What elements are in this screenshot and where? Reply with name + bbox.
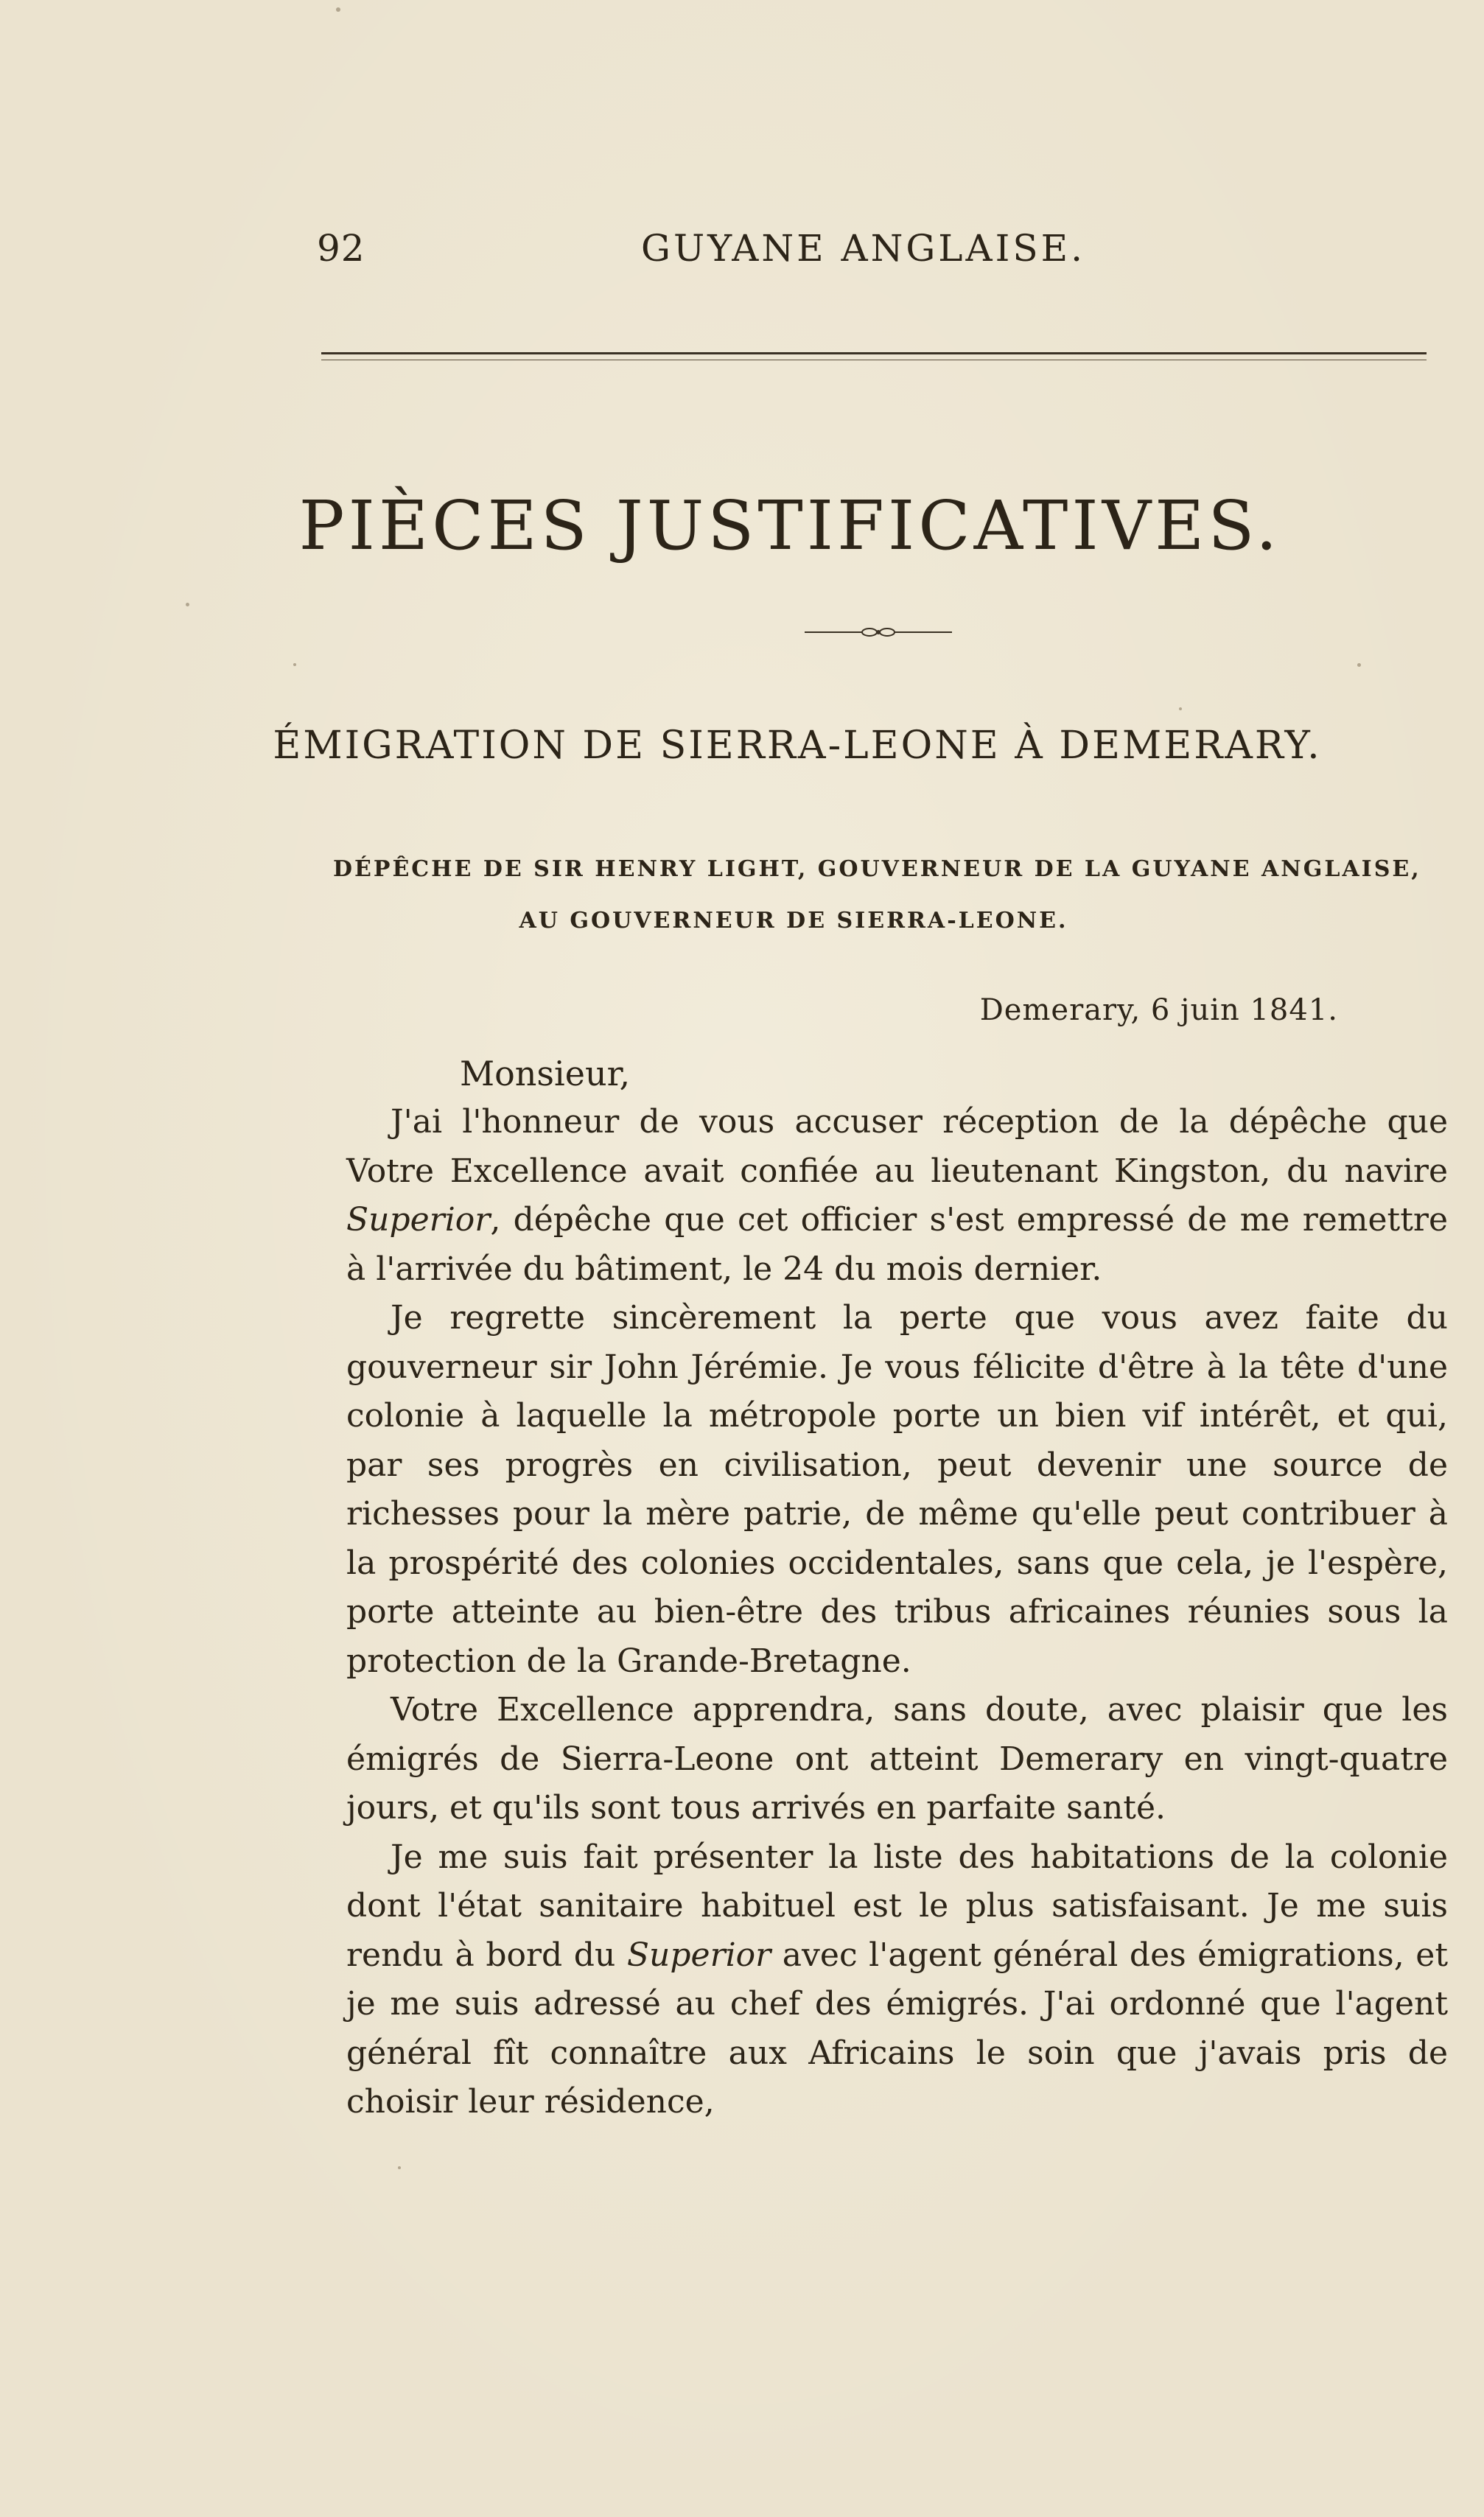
paragraph-1-text-b: , dépêche que cet officier s'est empressé de me remettre à l'arrivée du bâtiment, le 24 du mois dernier. <box>346 1201 1448 1288</box>
paragraph-4-text-b: avec l'agent général des émigrations, et je me suis adressé au chef des émigrés. J'ai ordonné que l'agent général fît connaître aux Africains le soin que j'avais pris de choisir leur résidence, <box>346 1936 1449 2121</box>
page-header <box>317 227 1422 286</box>
main-title: PIÈCES JUSTIFICATIVES. <box>298 486 1281 565</box>
paragraph-1 <box>346 1098 1448 1294</box>
dispatch-heading-line2: AU GOUVERNEUR DE SIERRA-LEONE. <box>519 908 1068 934</box>
header-rule <box>321 352 1427 354</box>
dispatch-heading-line1: DÉPÊCHE DE SIR HENRY LIGHT, GOUVERNEUR DE LA GUYANE ANGLAISE, <box>333 856 1421 882</box>
page-number: 92 <box>317 227 365 270</box>
paragraph-3: Votre Excellence apprendra, sans doute, avec plaisir que les émigrés de Sierra-Leone ont atteint Demerary en vingt-quatre jours, et qu'ils sont tous arrivés en parfaite santé. <box>346 1691 1448 1827</box>
ship-name: Superior <box>346 1201 491 1239</box>
ornament-icon <box>805 625 952 640</box>
dateline: Demerary, 6 juin 1841. <box>979 993 1338 1027</box>
paragraph-2: Je regrette sincèrement la perte que vous avez faite du gouverneur sir John Jérémie. Je vous félicite d'être à la tête d'une colonie à laquelle la métropole porte un bien vif intérêt, et qui, par ses progrès en civilisation, peut devenir une source de richesses pour la mère patrie, de même qu'elle peut contribuer à la prospérité des colonies occidentales, sans que cela, je l'espère, porte atteinte au bien-être des tribus africaines réunies sous la protection de la Grande-Bretagne. <box>346 1299 1448 1680</box>
paragraph-4 <box>346 1833 1448 2127</box>
salutation: Monsieur, <box>460 1054 631 1093</box>
section-title: ÉMIGRATION DE SIERRA-LEONE À DEMERARY. <box>273 724 1322 768</box>
paragraph-1-text-a: J'ai l'honneur de vous accuser réception de la dépêche que Votre Excellence avait confiée au lieutenant Kingston, du navire <box>346 1103 1448 1190</box>
letter-body <box>346 1098 1448 2127</box>
paragraph-4-text-a: Je me suis fait présenter la liste des habitations de la colonie dont l'état sanitaire habituel est le plus satisfaisant. Je me suis rendu à bord du <box>346 1838 1448 1974</box>
running-title: GUYANE ANGLAISE. <box>641 227 1085 270</box>
ship-name: Superior <box>626 1936 771 1974</box>
